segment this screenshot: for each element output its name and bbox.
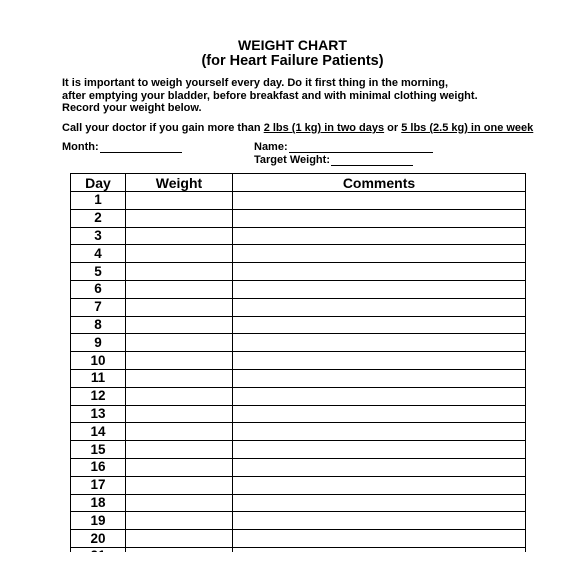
instruction-line: It is important to weigh yourself every day. Do it first thing in the morning, <box>62 77 449 89</box>
weight-cell[interactable] <box>126 476 233 494</box>
table-row <box>71 369 526 387</box>
comments-cell[interactable] <box>233 352 526 370</box>
call-or: or <box>384 122 402 134</box>
comments-cell[interactable] <box>233 227 526 245</box>
table-row <box>71 494 526 512</box>
weight-cell[interactable] <box>126 245 233 263</box>
month-field[interactable] <box>62 141 182 153</box>
month-blank[interactable] <box>100 142 182 153</box>
day-cell: 12 <box>71 387 126 405</box>
day-cell: 13 <box>71 405 126 423</box>
comments-cell[interactable] <box>233 387 526 405</box>
weight-cell[interactable] <box>126 369 233 387</box>
threshold-two-days: 2 lbs (1 kg) in two days <box>263 122 385 134</box>
weight-cell[interactable] <box>126 280 233 298</box>
day-cell: 19 <box>71 512 126 530</box>
weight-cell[interactable] <box>126 458 233 476</box>
comments-cell[interactable] <box>233 405 526 423</box>
comments-cell[interactable] <box>233 369 526 387</box>
table-row <box>71 387 526 405</box>
target-weight-field[interactable] <box>254 154 413 166</box>
page-crop <box>0 552 585 580</box>
comments-cell[interactable] <box>233 280 526 298</box>
comments-cell[interactable] <box>233 263 526 281</box>
table-row <box>71 405 526 423</box>
table-row <box>71 334 526 352</box>
weight-cell[interactable] <box>126 494 233 512</box>
table-header-row <box>71 174 526 192</box>
table-row <box>71 423 526 441</box>
day-cell: 8 <box>71 316 126 334</box>
table-row <box>71 209 526 227</box>
comments-cell[interactable] <box>233 423 526 441</box>
weight-cell[interactable] <box>126 209 233 227</box>
day-cell: 6 <box>71 280 126 298</box>
day-cell: 1 <box>71 192 126 210</box>
comments-cell[interactable] <box>233 192 526 210</box>
day-cell: 4 <box>71 245 126 263</box>
comments-cell[interactable] <box>233 512 526 530</box>
weight-cell[interactable] <box>126 352 233 370</box>
name-field[interactable] <box>254 141 433 153</box>
name-label: Name: <box>254 141 288 153</box>
day-cell: 3 <box>71 227 126 245</box>
weight-cell[interactable] <box>126 192 233 210</box>
comments-cell[interactable] <box>233 476 526 494</box>
day-cell: 11 <box>71 369 126 387</box>
comments-cell[interactable] <box>233 494 526 512</box>
day-cell: 2 <box>71 209 126 227</box>
instruction-line: after emptying your bladder, before breakfast and with minimal clothing weight. <box>62 89 478 102</box>
threshold-one-week: 5 lbs (2.5 kg) in one week <box>401 122 534 134</box>
day-cell: 5 <box>71 263 126 281</box>
comments-cell[interactable] <box>233 209 526 227</box>
table-row <box>71 280 526 298</box>
weight-cell[interactable] <box>126 263 233 281</box>
table-row <box>71 352 526 370</box>
instructions <box>62 77 478 115</box>
comments-cell[interactable] <box>233 458 526 476</box>
day-cell: 16 <box>71 458 126 476</box>
weight-cell[interactable] <box>126 387 233 405</box>
weight-cell[interactable] <box>126 298 233 316</box>
table-row <box>71 512 526 530</box>
call-prefix: Call your doctor if you gain more than <box>62 122 264 134</box>
name-blank[interactable] <box>289 142 433 153</box>
table-row <box>71 227 526 245</box>
table-row <box>71 298 526 316</box>
comments-cell[interactable] <box>233 334 526 352</box>
table-body <box>71 192 526 566</box>
table-row <box>71 263 526 281</box>
weight-cell[interactable] <box>126 441 233 459</box>
day-cell: 18 <box>71 494 126 512</box>
table-row <box>71 316 526 334</box>
day-cell: 15 <box>71 441 126 459</box>
month-label: Month: <box>62 141 99 153</box>
day-cell: 17 <box>71 476 126 494</box>
header-comments: Comments <box>233 174 526 192</box>
table-row <box>71 192 526 210</box>
weight-cell[interactable] <box>126 334 233 352</box>
target-weight-blank[interactable] <box>331 155 413 166</box>
weight-cell[interactable] <box>126 423 233 441</box>
instruction-line: Record your weight below. <box>62 102 202 114</box>
weight-cell[interactable] <box>126 405 233 423</box>
day-cell: 10 <box>71 352 126 370</box>
table-row <box>71 245 526 263</box>
day-cell: 20 <box>71 530 126 548</box>
weight-cell[interactable] <box>126 512 233 530</box>
weight-log-table <box>70 173 526 566</box>
table-row <box>71 530 526 548</box>
weight-cell[interactable] <box>126 316 233 334</box>
comments-cell[interactable] <box>233 530 526 548</box>
comments-cell[interactable] <box>233 441 526 459</box>
call-doctor-note <box>62 122 533 134</box>
weight-cell[interactable] <box>126 530 233 548</box>
comments-cell[interactable] <box>233 316 526 334</box>
header-day: Day <box>71 174 126 192</box>
page-title: WEIGHT CHART <box>238 37 347 53</box>
header-weight: Weight <box>126 174 233 192</box>
day-cell: 9 <box>71 334 126 352</box>
page-subtitle: (for Heart Failure Patients) <box>201 53 384 69</box>
day-cell: 7 <box>71 298 126 316</box>
target-weight-label: Target Weight: <box>254 154 330 166</box>
table-row <box>71 441 526 459</box>
comments-cell[interactable] <box>233 245 526 263</box>
comments-cell[interactable] <box>233 298 526 316</box>
table-row <box>71 458 526 476</box>
table-row <box>71 476 526 494</box>
day-cell: 14 <box>71 423 126 441</box>
weight-cell[interactable] <box>126 227 233 245</box>
